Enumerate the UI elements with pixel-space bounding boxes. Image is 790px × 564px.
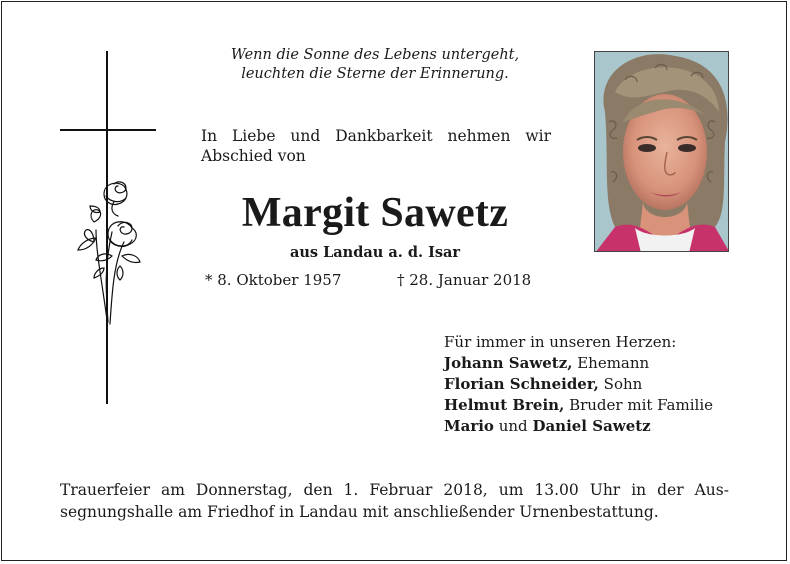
family-block (444, 332, 744, 437)
member-name: Helmut Brein, (444, 396, 565, 414)
member-relation: Sohn (603, 375, 643, 393)
motto (200, 46, 550, 84)
family-heading: Für immer in unseren Herzen: (444, 333, 677, 351)
portrait-photo (594, 51, 729, 252)
death-date: † 28. Januar 2018 (397, 271, 532, 289)
family-member (444, 416, 744, 437)
member-name: Mario (444, 417, 494, 435)
intro-text (201, 127, 551, 166)
deceased-name: Margit Sawetz (241, 190, 509, 236)
roses-icon (74, 172, 154, 332)
intro-line-1: In Liebe und Dankbarkeit nehmen wir (201, 127, 551, 145)
birth-date: * 8. Oktober 1957 (205, 271, 342, 289)
member-connector: und (498, 417, 528, 435)
intro-line-2: Abschied von (201, 146, 306, 165)
motto-line-1: Wenn die Sonne des Lebens untergeht, (230, 47, 520, 63)
family-member (444, 395, 744, 416)
member-name: Florian Schneider, (444, 375, 599, 393)
funeral-service-text (60, 479, 729, 523)
deceased-origin: aus Landau a. d. Isar (289, 244, 461, 261)
member-name: Daniel Sawetz (532, 417, 651, 435)
motto-line-2: leuchten die Sterne der Erinnerung. (241, 66, 509, 82)
service-line-2: segnungshalle am Friedhof in Landau mit anschließender Urnenbestattung. (60, 503, 659, 521)
family-member (444, 353, 744, 374)
member-relation: Ehemann (577, 354, 650, 372)
member-name: Johann Sawetz, (444, 354, 573, 372)
cross-bar (60, 129, 156, 131)
family-member (444, 374, 744, 395)
member-relation: Bruder mit Familie (569, 396, 713, 414)
service-line-1: Trauerfeier am Donnerstag, den 1. Februar 2018, um 13.00 Uhr in der Aus- (60, 481, 729, 499)
